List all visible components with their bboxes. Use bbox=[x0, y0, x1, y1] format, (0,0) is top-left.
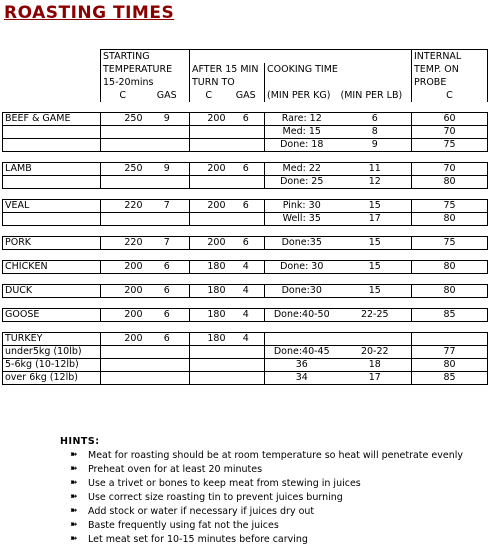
cell-name: PORK bbox=[3, 237, 101, 250]
cell-start-c: 220 bbox=[101, 237, 145, 250]
cell-name: TURKEY bbox=[3, 333, 101, 346]
hint-text: Add stock or water if necessary if juices dry out bbox=[88, 506, 315, 517]
cell-start-c bbox=[101, 346, 145, 359]
table-row bbox=[3, 372, 488, 385]
table-row bbox=[3, 213, 488, 226]
cell-start-gas: 6 bbox=[145, 261, 190, 274]
cell-start-gas bbox=[145, 213, 190, 226]
cell-start-c: 200 bbox=[101, 285, 145, 298]
cell-name bbox=[3, 176, 101, 189]
cell-turn-gas bbox=[228, 213, 265, 226]
cell-turn-c bbox=[190, 346, 228, 359]
hint-item bbox=[70, 478, 361, 489]
hint-text: Use a trivet or bones to keep meat from stewing in juices bbox=[88, 478, 361, 489]
cell-start-gas bbox=[145, 139, 190, 152]
cell-turn-gas bbox=[228, 176, 265, 189]
cell-start-gas: 6 bbox=[145, 333, 190, 346]
cell-turn-gas: 6 bbox=[228, 163, 265, 176]
group-spacer bbox=[3, 152, 488, 163]
cell-turn-c bbox=[190, 176, 228, 189]
cell-start-gas: 9 bbox=[145, 113, 190, 126]
group-spacer bbox=[3, 298, 488, 309]
cell-kg: Done: 30 bbox=[265, 261, 339, 274]
group-spacer bbox=[3, 322, 488, 333]
cell-probe: 75 bbox=[412, 139, 488, 152]
cell-kg: Med: 15 bbox=[265, 126, 339, 139]
cell-turn-c: 200 bbox=[190, 163, 228, 176]
cell-name: LAMB bbox=[3, 163, 101, 176]
cell-kg: 36 bbox=[265, 359, 339, 372]
cell-start-c bbox=[101, 176, 145, 189]
cell-turn-c: 180 bbox=[190, 261, 228, 274]
cell-lb: 11 bbox=[339, 163, 412, 176]
arrow-bullet-icon: ➽ bbox=[70, 450, 78, 460]
header-after: AFTER 15 MIN bbox=[190, 63, 265, 76]
cell-turn-gas bbox=[228, 346, 265, 359]
table-row bbox=[3, 346, 488, 359]
cell-start-gas bbox=[145, 359, 190, 372]
cell-turn-gas bbox=[228, 139, 265, 152]
cell-start-gas bbox=[145, 372, 190, 385]
hint-item bbox=[70, 506, 315, 517]
cell-turn-gas: 4 bbox=[228, 333, 265, 346]
hint-item bbox=[70, 520, 279, 531]
cell-turn-gas: 4 bbox=[228, 309, 265, 322]
header-turn-c: C bbox=[205, 89, 213, 101]
cell-probe: 80 bbox=[412, 261, 488, 274]
cell-lb: 8 bbox=[339, 126, 412, 139]
arrow-bullet-icon: ➽ bbox=[70, 492, 78, 502]
table-row bbox=[3, 309, 488, 322]
cell-lb bbox=[339, 333, 412, 346]
cell-turn-c bbox=[190, 372, 228, 385]
cell-turn-gas bbox=[228, 359, 265, 372]
cell-start-gas: 9 bbox=[145, 163, 190, 176]
cell-start-gas: 7 bbox=[145, 237, 190, 250]
cell-name: VEAL bbox=[3, 200, 101, 213]
cell-start-c bbox=[101, 126, 145, 139]
arrow-bullet-icon: ➽ bbox=[70, 464, 78, 474]
cell-lb: 20-22 bbox=[339, 346, 412, 359]
cell-lb: 17 bbox=[339, 213, 412, 226]
cell-lb: 15 bbox=[339, 237, 412, 250]
cell-kg: Well: 35 bbox=[265, 213, 339, 226]
table-row bbox=[3, 333, 488, 346]
table-row bbox=[3, 261, 488, 274]
cell-turn-gas bbox=[228, 126, 265, 139]
cell-start-gas bbox=[145, 126, 190, 139]
cell-probe: 75 bbox=[412, 200, 488, 213]
cell-turn-gas: 4 bbox=[228, 261, 265, 274]
cell-probe: 75 bbox=[412, 237, 488, 250]
cell-probe: 80 bbox=[412, 285, 488, 298]
hint-text: Preheat oven for at least 20 minutes bbox=[88, 464, 263, 475]
header-start-gas: GAS bbox=[145, 89, 190, 102]
cell-kg: Med: 22 bbox=[265, 163, 339, 176]
hint-text: Baste frequently using fat not the juices bbox=[88, 520, 279, 531]
cell-start-gas: 7 bbox=[145, 200, 190, 213]
header-start-c: C bbox=[101, 89, 145, 102]
cell-probe: 85 bbox=[412, 372, 488, 385]
cell-lb: 15 bbox=[339, 200, 412, 213]
group-spacer bbox=[3, 189, 488, 200]
cell-kg: Done: 25 bbox=[265, 176, 339, 189]
cell-turn-c bbox=[190, 213, 228, 226]
table-row bbox=[3, 200, 488, 213]
cell-start-gas bbox=[145, 176, 190, 189]
cell-start-gas: 6 bbox=[145, 309, 190, 322]
cell-kg: Done: 18 bbox=[265, 139, 339, 152]
cell-turn-gas bbox=[228, 372, 265, 385]
cell-name: GOOSE bbox=[3, 309, 101, 322]
hint-text: Use correct size roasting tin to prevent juices burning bbox=[88, 492, 343, 503]
cell-start-gas bbox=[145, 346, 190, 359]
cell-probe bbox=[412, 333, 488, 346]
cell-start-c bbox=[101, 139, 145, 152]
hints-title: HINTS: bbox=[60, 436, 100, 447]
cell-lb: 15 bbox=[339, 285, 412, 298]
table-row bbox=[3, 139, 488, 152]
header-internal-line3: PROBE bbox=[412, 76, 488, 89]
cell-lb: 22-25 bbox=[339, 309, 412, 322]
cell-probe: 77 bbox=[412, 346, 488, 359]
cell-name bbox=[3, 126, 101, 139]
header-probe-c: C bbox=[412, 89, 488, 102]
table-row bbox=[3, 285, 488, 298]
header-cooking-time: COOKING TIME bbox=[267, 63, 338, 75]
header-turn-gas: GAS bbox=[228, 89, 265, 102]
header-turn-to: TURN TO bbox=[190, 76, 265, 89]
cell-turn-c: 200 bbox=[190, 113, 228, 126]
cell-name: 5-6kg (10-12lb) bbox=[3, 359, 101, 372]
cell-name bbox=[3, 139, 101, 152]
cell-start-c bbox=[101, 213, 145, 226]
cell-turn-c: 200 bbox=[190, 200, 228, 213]
cell-start-c bbox=[101, 372, 145, 385]
table-row bbox=[3, 176, 488, 189]
cell-probe: 70 bbox=[412, 163, 488, 176]
hint-item bbox=[70, 534, 308, 545]
hint-text: Meat for roasting should be at room temperature so heat will penetrate evenly bbox=[88, 450, 463, 461]
cell-name: over 6kg (12lb) bbox=[3, 372, 101, 385]
header-internal-line1: INTERNAL bbox=[412, 50, 488, 64]
cell-lb: 18 bbox=[339, 359, 412, 372]
cell-start-c: 250 bbox=[101, 113, 145, 126]
cell-name bbox=[3, 213, 101, 226]
arrow-bullet-icon: ➽ bbox=[70, 520, 78, 530]
header-per-lb: (MIN PER LB) bbox=[340, 89, 403, 101]
cell-start-c: 200 bbox=[101, 309, 145, 322]
cell-lb: 17 bbox=[339, 372, 412, 385]
arrow-bullet-icon: ➽ bbox=[70, 478, 78, 488]
cell-turn-c: 180 bbox=[190, 309, 228, 322]
cell-lb: 15 bbox=[339, 261, 412, 274]
table-row bbox=[3, 359, 488, 372]
cell-turn-c bbox=[190, 359, 228, 372]
cell-probe: 85 bbox=[412, 309, 488, 322]
cell-kg: Done:40-45 bbox=[265, 346, 339, 359]
header-per-kg: (MIN PER KG) bbox=[267, 89, 331, 101]
roasting-times-table bbox=[2, 49, 488, 385]
cell-start-c: 250 bbox=[101, 163, 145, 176]
cell-start-c: 200 bbox=[101, 333, 145, 346]
hint-item bbox=[70, 492, 343, 503]
cell-turn-gas: 6 bbox=[228, 113, 265, 126]
hint-text: Let meat set for 10-15 minutes before carving bbox=[88, 534, 308, 545]
group-spacer bbox=[3, 250, 488, 261]
page-title: ROASTING TIMES bbox=[4, 3, 175, 23]
cell-start-c bbox=[101, 359, 145, 372]
group-spacer bbox=[3, 226, 488, 237]
cell-kg: Done:30 bbox=[265, 285, 339, 298]
table-row bbox=[3, 237, 488, 250]
hint-item bbox=[70, 450, 463, 461]
cell-kg: Done:35 bbox=[265, 237, 339, 250]
group-spacer bbox=[3, 102, 488, 113]
cell-probe: 80 bbox=[412, 359, 488, 372]
cell-name: CHICKEN bbox=[3, 261, 101, 274]
hint-item bbox=[70, 464, 263, 475]
cell-turn-gas: 6 bbox=[228, 200, 265, 213]
table-row bbox=[3, 163, 488, 176]
cell-name: BEEF & GAME bbox=[3, 113, 101, 126]
cell-turn-gas: 4 bbox=[228, 285, 265, 298]
cell-name: under5kg (10lb) bbox=[3, 346, 101, 359]
cell-kg: Done:40-50 bbox=[265, 309, 339, 322]
group-spacer bbox=[3, 274, 488, 285]
header-starting-line3: 15-20mins bbox=[101, 76, 190, 89]
header-internal-line2: TEMP. ON bbox=[412, 63, 488, 76]
arrow-bullet-icon: ➽ bbox=[70, 534, 78, 544]
cell-probe: 80 bbox=[412, 176, 488, 189]
cell-kg bbox=[265, 333, 339, 346]
cell-turn-c bbox=[190, 139, 228, 152]
cell-start-c: 220 bbox=[101, 200, 145, 213]
cell-turn-c: 180 bbox=[190, 333, 228, 346]
table-row bbox=[3, 113, 488, 126]
arrow-bullet-icon: ➽ bbox=[70, 506, 78, 516]
cell-turn-c: 180 bbox=[190, 285, 228, 298]
cell-lb: 9 bbox=[339, 139, 412, 152]
cell-probe: 70 bbox=[412, 126, 488, 139]
cell-turn-c: 200 bbox=[190, 237, 228, 250]
cell-probe: 80 bbox=[412, 213, 488, 226]
header-starting-line2: TEMPERATURE bbox=[101, 63, 190, 76]
cell-kg: 34 bbox=[265, 372, 339, 385]
cell-turn-gas: 6 bbox=[228, 237, 265, 250]
cell-turn-c bbox=[190, 126, 228, 139]
table-row bbox=[3, 126, 488, 139]
cell-probe: 60 bbox=[412, 113, 488, 126]
cell-name: DUCK bbox=[3, 285, 101, 298]
cell-start-c: 200 bbox=[101, 261, 145, 274]
table-body bbox=[3, 50, 488, 385]
cell-kg: Pink: 30 bbox=[265, 200, 339, 213]
cell-kg: Rare: 12 bbox=[265, 113, 339, 126]
cell-lb: 6 bbox=[339, 113, 412, 126]
cell-start-gas: 6 bbox=[145, 285, 190, 298]
cell-lb: 12 bbox=[339, 176, 412, 189]
header-starting-line1: STARTING bbox=[101, 50, 190, 64]
